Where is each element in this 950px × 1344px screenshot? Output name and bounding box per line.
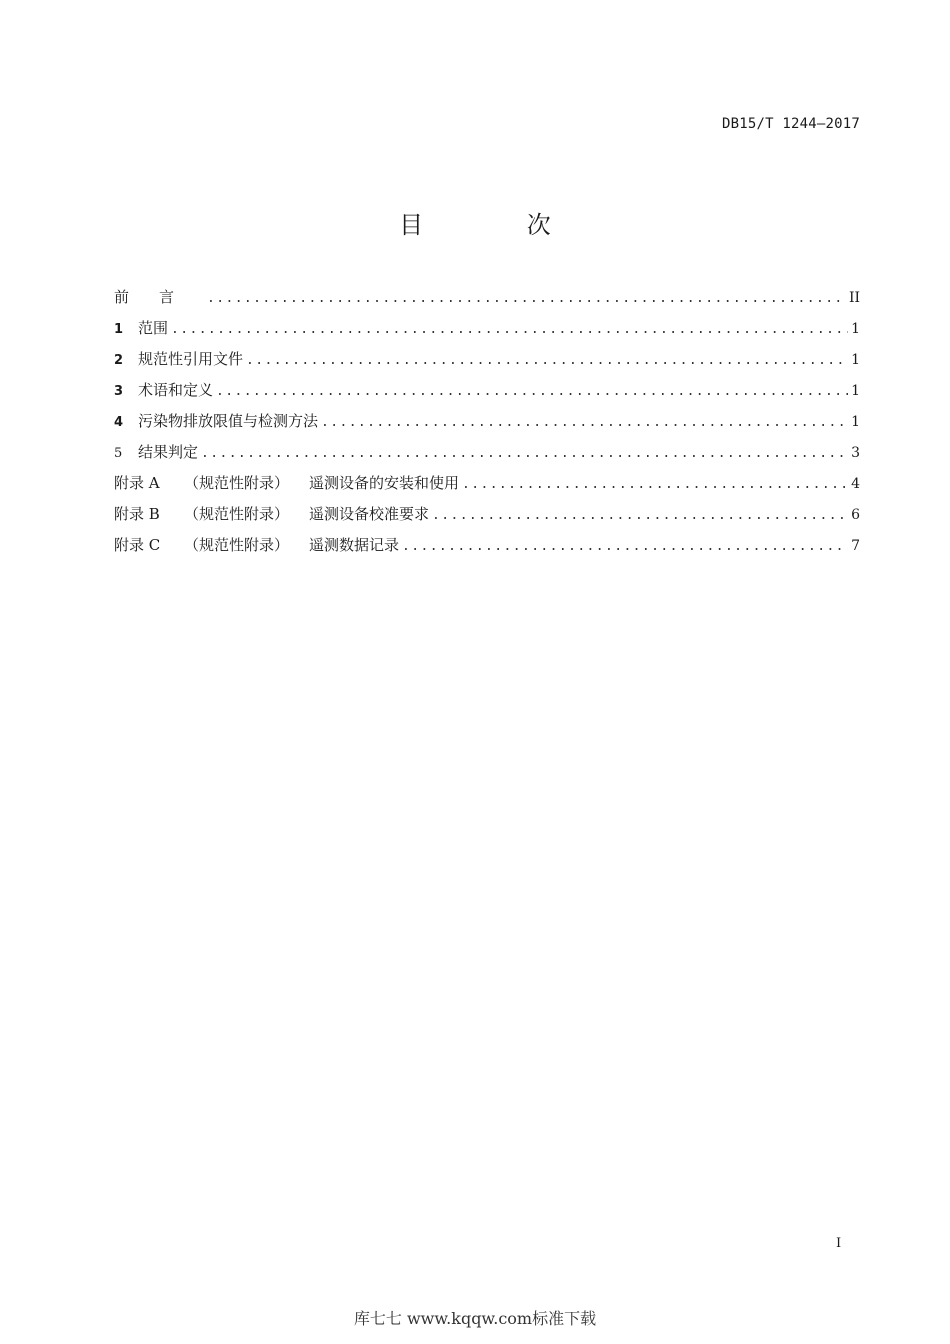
annex-prefix: 附录 C: [114, 536, 161, 554]
annex-type: （规范性附录）: [184, 536, 290, 554]
toc-entry-label: 结果判定: [138, 443, 199, 461]
toc-entry-page: 1: [851, 414, 860, 430]
toc-entry-foreword[interactable]: [114, 286, 860, 317]
toc-entry-page: II: [848, 290, 860, 306]
annex-type: （规范性附录）: [184, 505, 290, 523]
footer-watermark: 库七七 www.kqqw.com标准下载: [353, 1309, 597, 1328]
page-number: I: [836, 1236, 842, 1251]
annex-prefix: 附录 B: [114, 505, 160, 523]
toc-entry-number: 2: [114, 353, 124, 368]
toc-entry-number: 4: [114, 415, 124, 430]
toc-entry-emission-limits[interactable]: [114, 410, 860, 441]
toc-leader-dots: [171, 322, 848, 337]
toc-entry-scope[interactable]: [114, 317, 860, 348]
toc-leader-dots: [246, 353, 848, 368]
toc-leader-dots: [321, 415, 848, 430]
table-of-contents: [114, 286, 860, 565]
toc-entry-number: 5: [114, 446, 123, 461]
standard-code: DB15/T 1244—2017: [721, 116, 860, 132]
toc-entry-result-judgment[interactable]: [114, 441, 860, 472]
annex-title: 遥测数据记录: [309, 536, 400, 554]
toc-entry-page: 1: [851, 383, 860, 399]
toc-entry-page: 7: [851, 538, 860, 554]
toc-entry-terms-definitions[interactable]: [114, 379, 860, 410]
toc-entry-label: 前言: [114, 288, 205, 306]
toc-entry-page: 1: [851, 352, 860, 368]
annex-title: 遥测设备的安装和使用: [309, 474, 460, 492]
toc-leader-dots: [201, 446, 848, 461]
toc-leader-dots: [462, 477, 848, 492]
toc-entry-annex-c[interactable]: [114, 534, 860, 565]
toc-entry-label: 术语和定义: [138, 381, 214, 399]
annex-type: （规范性附录）: [184, 474, 290, 492]
annex-title: 遥测设备校准要求: [309, 505, 430, 523]
toc-title: 目 次: [399, 211, 599, 239]
toc-entry-page: 1: [851, 321, 860, 337]
toc-entry-annex-a[interactable]: [114, 472, 860, 503]
toc-entry-number: 1: [114, 322, 124, 337]
toc-entry-label: 污染物排放限值与检测方法: [138, 412, 319, 430]
toc-entry-label: 规范性引用文件: [138, 350, 244, 368]
toc-entry-page: 6: [851, 507, 860, 523]
toc-leader-dots: [207, 291, 846, 306]
toc-leader-dots: [402, 539, 848, 554]
toc-entry-annex-b[interactable]: [114, 503, 860, 534]
toc-entry-normative-references[interactable]: [114, 348, 860, 379]
toc-entry-number: 3: [114, 384, 124, 399]
toc-entry-page: 4: [851, 476, 860, 492]
toc-leader-dots: [216, 384, 848, 399]
toc-entry-label: 范围: [138, 319, 169, 337]
toc-leader-dots: [432, 508, 848, 523]
toc-entry-page: 3: [851, 445, 860, 461]
annex-prefix: 附录 A: [114, 474, 160, 492]
